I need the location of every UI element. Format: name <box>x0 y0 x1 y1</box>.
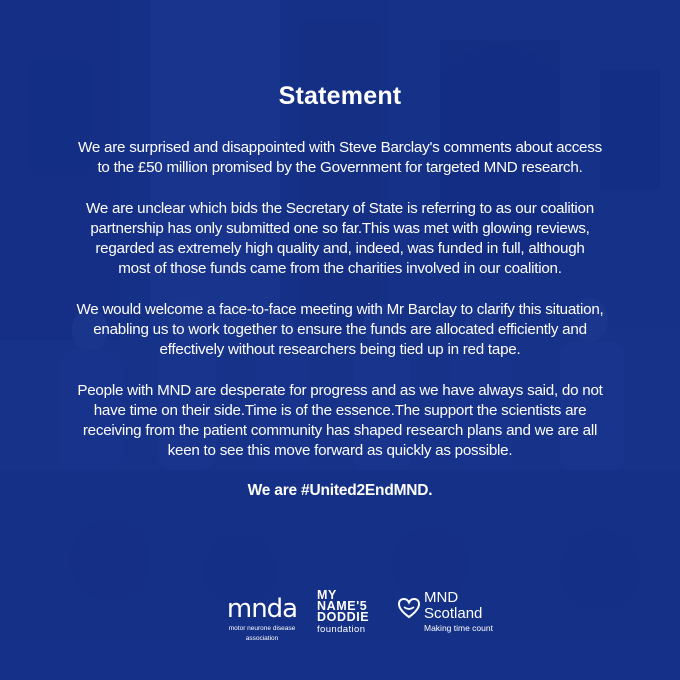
doddie-line: NAME'5 <box>317 599 368 613</box>
mnd-scotland-line: Scotland <box>424 605 483 622</box>
paragraph-line: to the £50 million promised by the Government for targeted MND research. <box>97 159 583 176</box>
mnda-logo <box>212 590 312 642</box>
paragraph-line: regarded as extremely high quality and, indeed, was funded in full, although <box>95 240 585 257</box>
mnd-scotland-line: MND <box>424 589 459 606</box>
doddie-line: MY <box>317 588 337 602</box>
hands-heart-icon <box>396 595 422 621</box>
doddie-line: DODDIE <box>317 610 370 624</box>
paragraph-line: We are unclear which bids the Secretary of State is referring to as our coalition <box>86 200 594 217</box>
my-names-doddie-logo <box>317 590 387 635</box>
paragraph-line: We are surprised and disappointed with Steve Barclay's comments about access <box>78 139 602 156</box>
paragraph-2 <box>40 199 640 279</box>
campaign-tagline: We are #United2EndMND. <box>247 482 433 499</box>
paragraph-line: People with MND are desperate for progress and as we have always said, do not <box>77 382 603 399</box>
mnd-scotland-text <box>424 590 514 633</box>
doddie-foundation-label: foundation <box>317 624 366 635</box>
paragraph-1 <box>40 138 640 178</box>
mnd-scotland-tagline: Making time count <box>424 623 493 633</box>
paragraph-line: most of those funds came from the charities involved in our coalition. <box>118 260 562 277</box>
paragraph-line: keen to see this move forward as quickly as possible. <box>167 442 513 459</box>
paragraph-line: have time on their side.Time is of the essence.The support the scientists are <box>93 402 587 419</box>
partner-logos <box>0 590 680 650</box>
paragraph-line: effectively without researchers being tied up in red tape. <box>159 341 521 358</box>
mnda-wordmark: mnda <box>226 594 298 624</box>
mnda-subtitle-line: motor neurone disease <box>228 625 296 632</box>
statement-title: Statement <box>278 82 402 110</box>
paragraph-3 <box>40 300 640 360</box>
paragraph-line: partnership has only submitted one so far.This was met with glowing reviews, <box>90 220 590 237</box>
paragraph-line: enabling us to work together to ensure the funds are allocated efficiently and <box>93 321 587 338</box>
paragraph-line: We would welcome a face-to-face meeting with Mr Barclay to clarify this situation, <box>76 301 604 318</box>
paragraph-4 <box>40 381 640 461</box>
mnda-subtitle-line: association <box>245 635 279 642</box>
paragraph-line: receiving from the patient community has shaped research plans and we are all <box>82 422 598 439</box>
